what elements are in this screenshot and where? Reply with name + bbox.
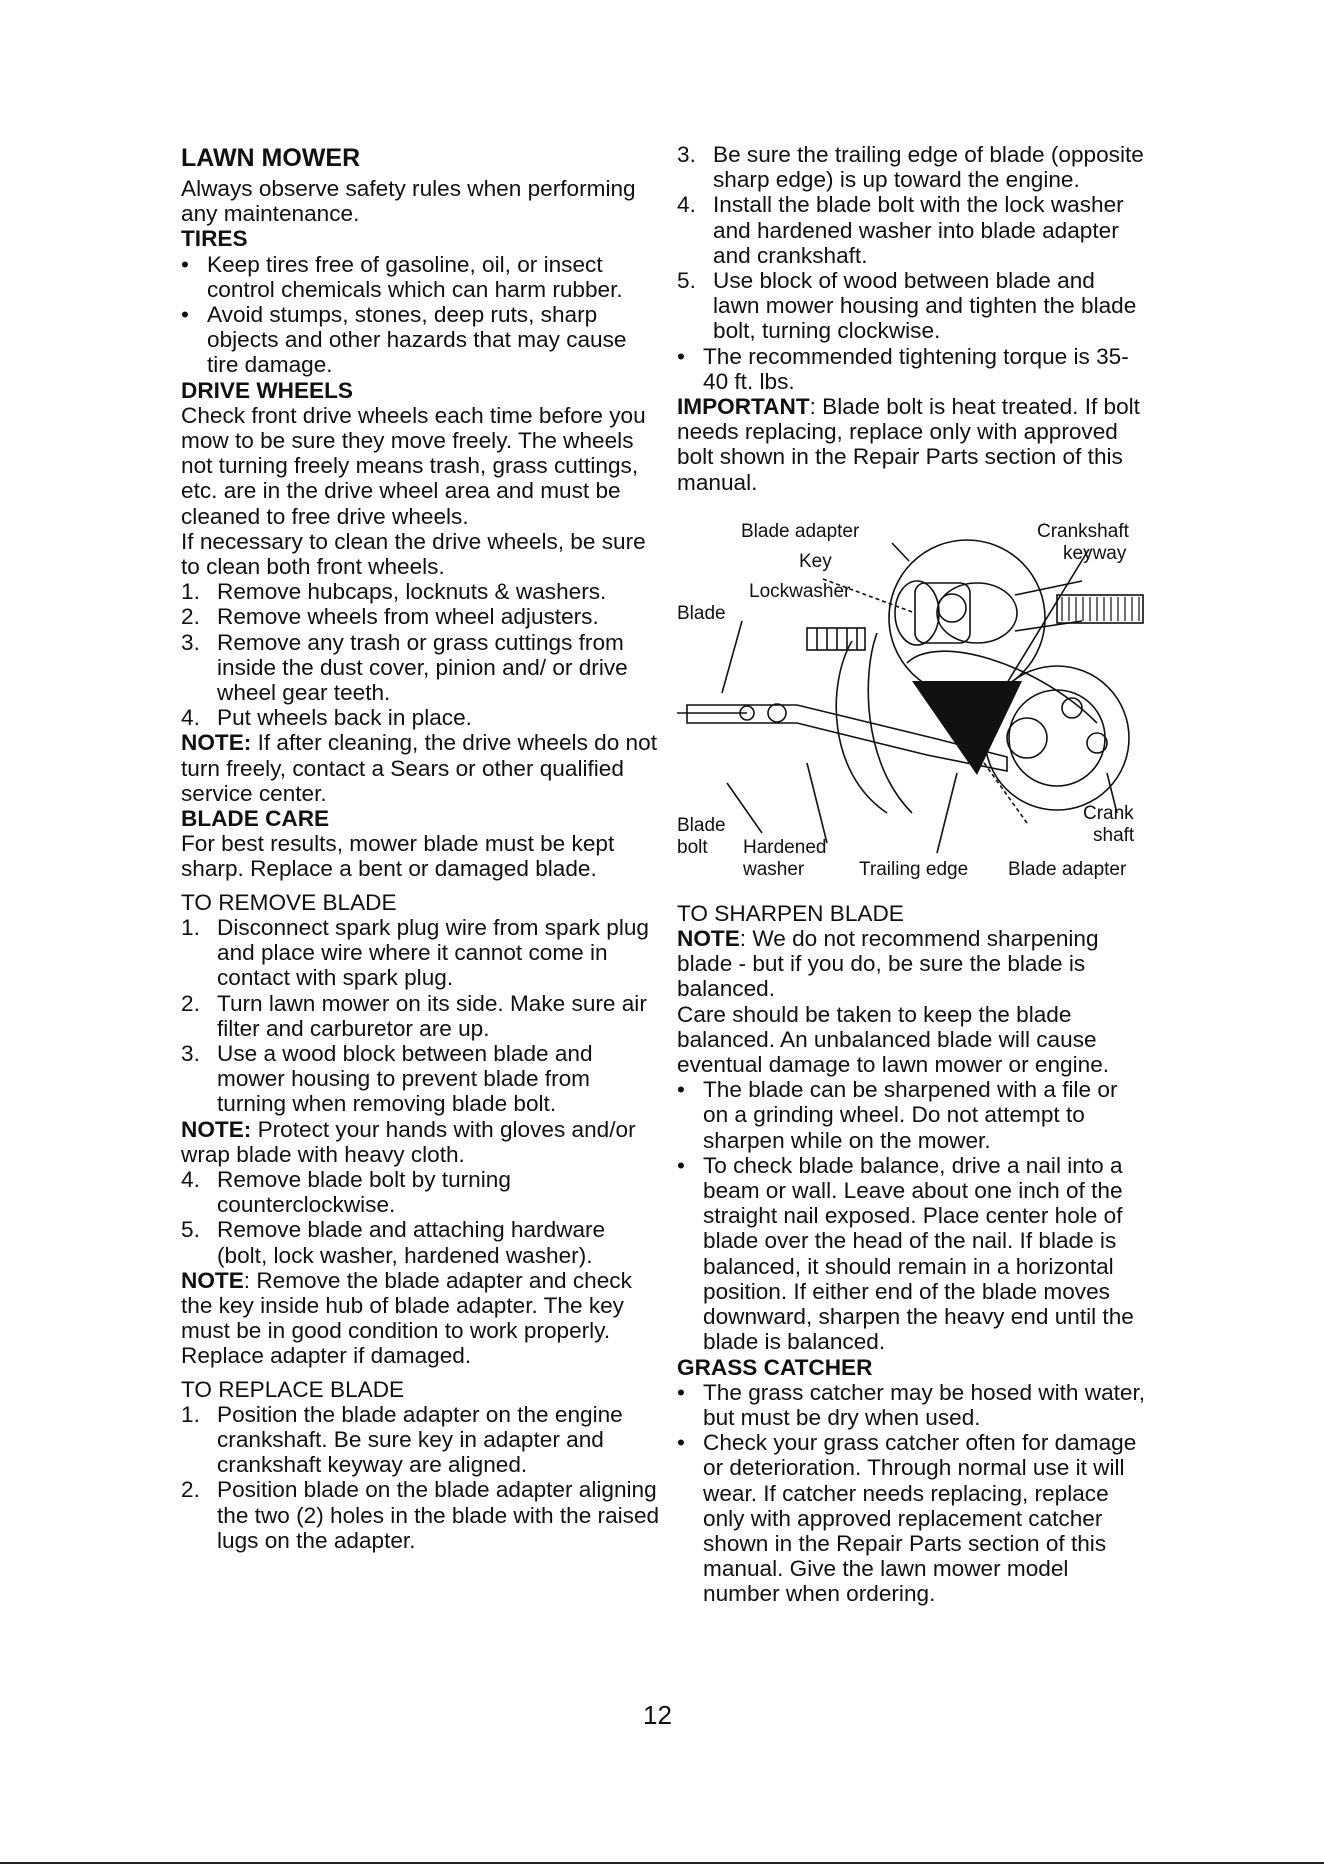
sharpen-note: NOTE: We do not recommend sharpening blade - but if you do, be sure the blade is balanced. — [677, 926, 1099, 1002]
torque-list — [677, 344, 1147, 394]
replace-blade-steps-continued — [677, 142, 1147, 344]
list-item: 5. Use block of wood between blade and lawn mower housing and tighten the blade bolt, turning clockwise. — [677, 268, 1137, 344]
remove-blade-steps — [181, 915, 661, 1117]
list-item: 5. Remove blade and attaching hardware (bolt, lock washer, hardened washer). — [181, 1217, 606, 1268]
list-item: 3. Use a wood block between blade and mower housing to prevent blade from turning when removing blade bolt. — [181, 1040, 593, 1117]
drive-wheels-note: NOTE: If after cleaning, the drive wheels do not turn freely, contact a Sears or other qualified service center. — [181, 730, 657, 806]
remove-blade-steps-continued — [181, 1167, 661, 1268]
bullet-marker: • — [677, 1430, 685, 1456]
bullet-marker: • — [677, 1379, 685, 1405]
right-column — [677, 142, 1147, 1607]
list-item: • The recommended tightening torque is 35-40 ft. lbs. — [677, 343, 1129, 394]
label-hardened-washer-1: Hardened — [743, 836, 827, 858]
list-item: 1. Remove hubcaps, locknuts & washers. — [181, 579, 607, 605]
list-item: 1. Disconnect spark plug wire from spark plug and place wire where it cannot come in contact with spark plug. — [181, 914, 649, 991]
label-blade-bolt-2: bolt — [677, 836, 708, 858]
bullet-marker: • — [677, 1152, 685, 1178]
blade-care-text: For best results, mower blade must be kept sharp. Replace a bent or damaged blade. — [181, 831, 615, 882]
list-item: 3. Remove any trash or grass cuttings from inside the dust cover, pinion and/ or drive wheel gear teeth. — [181, 629, 628, 706]
label-crankshaft-keyway-2: keyway — [1063, 542, 1127, 564]
label-blade-adapter-top: Blade adapter — [741, 520, 860, 542]
sharpen-list — [677, 1077, 1147, 1354]
bullet-marker: • — [181, 251, 189, 277]
intro-text: Always observe safety rules when performing any maintenance. — [181, 176, 636, 227]
heading-drive-wheels: DRIVE WHEELS — [181, 377, 353, 403]
section-title-lawn-mower: LAWN MOWER — [181, 144, 361, 172]
list-item: • Avoid stumps, stones, deep ruts, sharp objects and other hazards that may cause tire damage. — [181, 302, 627, 378]
heading-blade-care: BLADE CARE — [181, 806, 330, 832]
list-item: 3. Be sure the trailing edge of blade (opposite sharp edge) is up toward the engine. — [677, 142, 1144, 193]
list-item: 4. Remove blade bolt by turning counterclockwise. — [181, 1166, 511, 1218]
bullet-marker: • — [677, 1077, 685, 1103]
magnifier-funnel — [912, 681, 1022, 775]
sharpen-text: Care should be taken to keep the blade balanced. An unbalanced blade will cause eventual damage to lawn mower or engine. — [677, 1001, 1110, 1078]
left-column — [181, 142, 661, 1553]
list-item: 1. Position the blade adapter on the engine crankshaft. Be sure key in adapter and crankshaft keyway are aligned. — [181, 1401, 623, 1478]
label-lockwasher: Lockwasher — [749, 580, 851, 602]
drive-wheels-steps — [181, 579, 661, 730]
drive-wheels-text-2: If necessary to clean the drive wheels, be sure to clean both front wheels. — [181, 528, 646, 580]
label-trailing-edge: Trailing edge — [859, 858, 969, 880]
bullet-marker: • — [181, 302, 189, 328]
replace-blade-steps — [181, 1402, 661, 1553]
label-crank-shaft-2: shaft — [1093, 824, 1135, 846]
drive-wheels-text: Check front drive wheels each time before you mow to be sure they move freely. The wheels not turning freely means trash, grass cuttings, etc. are in the drive wheel area and must be cleaned to free drive wheels. — [181, 402, 646, 529]
page-number: 12 — [643, 1700, 672, 1730]
bottom-divider — [0, 1862, 1324, 1864]
label-blade-bolt-1: Blade — [677, 814, 726, 836]
list-item: 2. Remove wheels from wheel adjusters. — [181, 604, 599, 630]
list-item: • The blade can be sharpened with a file or on a grinding wheel. Do not attempt to sharpen while on the mower. — [677, 1077, 1118, 1153]
magnifier-circle — [889, 540, 1045, 696]
label-blade-adapter-bottom: Blade adapter — [1008, 858, 1127, 880]
list-item: • The grass catcher may be hosed with water, but must be dry when used. — [677, 1379, 1146, 1430]
list-item: • Check your grass catcher often for damage or deterioration. Through normal use it will wear. If catcher needs replacing, replace only with approved replacement catcher shown in the Repair Parts section of this manual. Give the lawn mower model number when ordering. — [677, 1430, 1137, 1607]
label-crankshaft-keyway-1: Crankshaft — [1037, 520, 1129, 542]
remove-blade-note-2: NOTE: Remove the blade adapter and check the key inside hub of blade adapter. The key must be in good condition to work properly. Replace adapter if damaged. — [181, 1267, 632, 1369]
grass-catcher-list — [677, 1380, 1147, 1607]
label-hardened-washer-2: washer — [743, 858, 805, 880]
label-key: Key — [799, 550, 832, 572]
list-item: 4. Install the blade bolt with the lock washer and hardened washer into blade adapter and crankshaft. — [677, 192, 1124, 268]
heading-tires: TIRES — [181, 226, 248, 252]
list-item: • To check blade balance, drive a nail into a beam or wall. Leave about one inch of the straight nail exposed. Place center hole of blade over the head of the nail. If blade is balanced, it should remain in a horizontal position. If either end of the blade moves downward, sharpen the heavy end until the blade is balanced. — [677, 1152, 1134, 1355]
bullet-marker: • — [677, 343, 685, 369]
list-item: 4. Put wheels back in place. — [181, 705, 472, 731]
heading-remove-blade: TO REMOVE BLADE — [181, 889, 397, 915]
label-blade: Blade — [677, 602, 726, 624]
list-item: 2. Turn lawn mower on its side. Make sure air filter and carburetor are up. — [181, 990, 647, 1041]
tires-list — [181, 252, 661, 378]
heading-replace-blade: TO REPLACE BLADE — [181, 1376, 405, 1402]
label-crank-shaft-1: Crank — [1083, 802, 1134, 824]
heading-grass-catcher: GRASS CATCHER — [677, 1354, 873, 1380]
list-item: • Keep tires free of gasoline, oil, or insect control chemicals which can harm rubber. — [181, 251, 623, 302]
list-item: 2. Position blade on the blade adapter aligning the two (2) holes in the blade with the raised lugs on the adapter. — [181, 1477, 660, 1553]
blade-assembly-diagram — [677, 513, 1147, 893]
heading-sharpen-blade: TO SHARPEN BLADE — [677, 900, 904, 926]
important-note: IMPORTANT: Blade bolt is heat treated. If bolt needs replacing, replace only with approved bolt shown in the Repair Parts section of this manual. — [677, 394, 1140, 495]
blade-assembly-illustration — [677, 513, 1147, 893]
remove-blade-note-1: NOTE: Protect your hands with gloves and/or wrap blade with heavy cloth. — [181, 1116, 636, 1167]
